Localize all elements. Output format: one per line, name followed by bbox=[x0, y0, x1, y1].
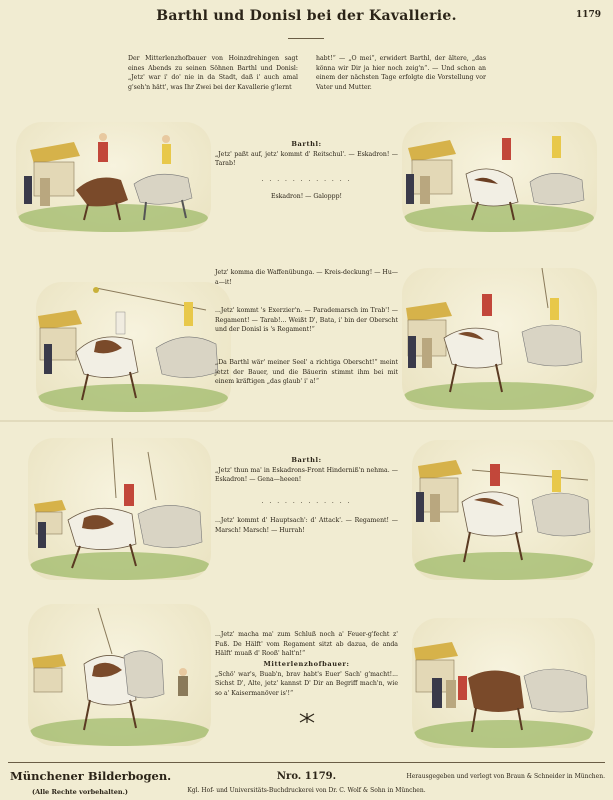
sheet-number: Nro. 1179. bbox=[276, 771, 337, 782]
intro-right-column: habt!“ — „O mei“, erwidert Barthl, der ältere, „das könna wir Dir ja hier noch zeig'n“. — Und schon an einem der nächsten Tage erfolgte die Vorstellung vor Vater und Mutter. bbox=[316, 55, 486, 91]
obstacle-jump-illustration bbox=[28, 438, 211, 580]
illustration-parade-march bbox=[402, 268, 597, 410]
illustration-farewell bbox=[412, 618, 595, 748]
dialogue-text: „Jetz' thun ma' in Eskadrons-Front Hinderniß'n nehma. — Eskadron! — Gena—heeen! bbox=[215, 466, 398, 484]
lance-drill-illustration bbox=[36, 282, 231, 412]
text-block-8: ...Jetz' macha ma' zum Schluß noch a' Feuer-g'fecht z' Fuß. De Hälft' vom Regament sitzt ab dazua, de anda Hälft' muaß d' Rooß' halt'n!“ bbox=[215, 631, 398, 658]
page-number: 1179 bbox=[575, 10, 601, 20]
series-title: Münchener Bilderbogen. bbox=[10, 769, 172, 783]
horses-held-illustration bbox=[412, 618, 595, 748]
galloping-horses-illustration bbox=[402, 122, 597, 232]
printer-line: Kgl. Hof- und Universitäts-Buchdruckerei von Dr. C. Wolf & Sohn in München. bbox=[187, 787, 426, 794]
riders-horses-illustration bbox=[16, 122, 211, 232]
dotted-separator: · · · · · · · · · · · · bbox=[261, 178, 352, 185]
illustration-skirmish bbox=[28, 604, 211, 746]
rights-notice: (Alle Rechte vorbehalten.) bbox=[32, 788, 128, 796]
footer-rule bbox=[8, 762, 605, 763]
speaker-heading: Barthl: bbox=[291, 456, 322, 464]
text-block-5: „Da Barthl wär' meiner Seel' a richtiga Oberscht!“ meint jetzt der Bauer, und die Bäuerin stimmt ihm bei mit einem kräftigen „das glaub' i' a!“ bbox=[215, 359, 398, 386]
illustration-obstacles bbox=[28, 438, 211, 580]
sheet-title: Barthl und Donisl bei der Kavallerie. bbox=[156, 8, 457, 24]
dialogue-text: „Jetz' paßt auf, jetz' kommt d' Reitschul'. — Eskadron! — Tarab! bbox=[215, 150, 398, 168]
publisher-line: Herausgegeben und verlegt von Braun & Schneider in München. bbox=[406, 773, 605, 780]
ornament-icon bbox=[296, 712, 318, 724]
text-block-7: ...Jetz' kommt d' Hauptsach': d' Attack'. — Regament! — Marsch! Marsch! — Hurrah! bbox=[215, 517, 398, 534]
intro-left-column: Der Mitterlenzhofbauer von Hoinzdrehingen sagt eines Abends zu seinen Söhnen Barthl und Donisl: „Jetz' war i' do' nie in da Stadt, daß i' auch amal g'seh'n hätt', was Ihr Zwei bei der Kavallerie g'lernt bbox=[128, 55, 298, 91]
text-block-9 bbox=[215, 660, 398, 698]
text-block-6 bbox=[215, 456, 398, 485]
dialogue-text: „Schö' war's, Buab'n, brav habt's Euer' Sach' g'macht!... Sichst D', Alte, jetz' kannst D' Dir an Begriff mach'n, wie so a' Kaisermanöver is'!“ bbox=[215, 670, 398, 697]
text-block-1 bbox=[215, 140, 398, 169]
illustration-riding-school bbox=[16, 122, 211, 232]
text-block-2: Eskadron! — Galoppp! bbox=[270, 193, 343, 200]
charge-illustration bbox=[412, 440, 595, 580]
dismounted-fight-illustration bbox=[28, 604, 211, 746]
speaker-heading: Barthl: bbox=[291, 140, 322, 148]
text-block-4: ...Jetz' kommt 's Exerzier'n. — Parademarsch im Trab'! — Regament! — Tarab!... Weißt D', Bata, i' bin der Oberscht und der Donisl is 's Regament!“ bbox=[215, 307, 398, 334]
parade-illustration bbox=[402, 268, 597, 410]
illustration-attack bbox=[412, 440, 595, 580]
text-block-3: Jetz' komma die Waffenübunga. — Kreis-deckung! — Hu—a—it! bbox=[215, 269, 398, 286]
dotted-separator: · · · · · · · · · · · · bbox=[261, 500, 352, 507]
speaker-heading: Mitterlenzhofbauer: bbox=[263, 660, 350, 668]
title-divider bbox=[288, 38, 324, 39]
fold-line bbox=[0, 420, 613, 422]
illustration-gallop bbox=[402, 122, 597, 232]
illustration-weapons-drill bbox=[36, 282, 231, 412]
